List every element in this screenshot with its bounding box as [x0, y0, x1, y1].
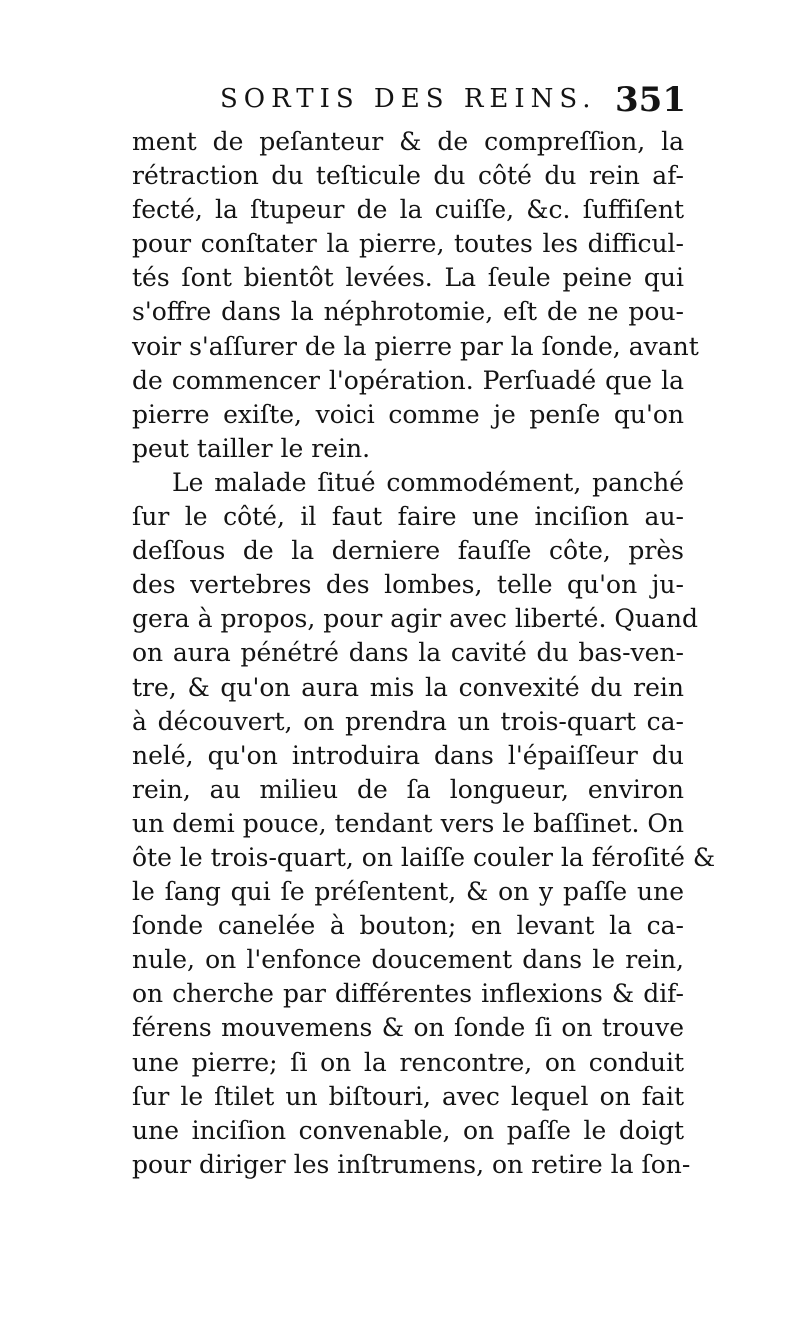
text-line: nule, on l'enfonce doucement dans le rein,: [132, 945, 684, 975]
text-line: un demi pouce, tendant vers le baſſinet. On: [132, 808, 684, 838]
text-line: ſur le côté, il faut faire une inciſion au-: [132, 502, 684, 532]
text-line: pour diriger les inſtrumens, on retire la ſon-: [132, 1149, 691, 1179]
text-line: pierre exiſte, voici comme je penſe qu'on: [132, 399, 684, 429]
text-line: pour conſtater la pierre, toutes les difficul-: [132, 229, 684, 259]
text-line: tre, & qu'on aura mis la convexité du rein: [132, 672, 684, 702]
text-line: Le malade ſitué commodément, panché: [172, 467, 684, 497]
text-line: on aura pénétré dans la cavité du bas-ven-: [132, 638, 684, 668]
text-line: on cherche par différentes inflexions & dif-: [132, 979, 684, 1009]
text-line: ôte le trois-quart, on laiſſe couler la féroſité &: [132, 842, 716, 872]
text-line: ſonde canelée à bouton; en levant la ca-: [132, 911, 684, 941]
text-line: ment de peſanteur & de compreſſion, la: [132, 127, 684, 156]
text-line: à découvert, on prendra un trois-quart ca-: [132, 706, 684, 736]
text-line: deſſous de la derniere fauſſe côte, près: [132, 536, 684, 566]
text-line: s'offre dans la néphrotomie, eſt de ne pou-: [132, 297, 684, 327]
page-number: 351: [615, 80, 686, 120]
text-line: de commencer l'opération. Perſuadé que la: [132, 365, 684, 395]
text-line: peut tailler le rein.: [132, 433, 371, 463]
text-line: rétraction du teſticule du côté du rein af-: [132, 161, 684, 191]
text-line: le ſang qui ſe préſentent, & on y paſſe une: [132, 877, 684, 907]
text-line: rein, au milieu de ſa longueur, environ: [132, 774, 684, 804]
body-text: [132, 125, 716, 1182]
text-line: ſur le ſtilet un biſtouri, avec lequel on fait: [132, 1081, 684, 1111]
running-title: SORTIS DES REINS.: [220, 84, 597, 114]
text-line: voir s'aſſurer de la pierre par la ſonde, avant: [132, 331, 699, 361]
text-line: fecté, la ſtupeur de la cuiſſe, &c. ſuffiſent: [132, 195, 684, 225]
text-line: une pierre; ſi on la rencontre, on conduit: [132, 1047, 684, 1077]
text-line: tés ſont bientôt levées. La ſeule peine qui: [132, 263, 684, 293]
text-line: des vertebres des lombes, telle qu'on ju-: [132, 570, 684, 600]
text-line: gera à propos, pour agir avec liberté. Quand: [132, 604, 698, 634]
text-line: nelé, qu'on introduira dans l'épaiſſeur du: [132, 740, 684, 770]
text-line: une inciſion convenable, on paſſe le doigt: [132, 1115, 684, 1145]
page-header: [130, 80, 686, 128]
text-line: férens mouvemens & on ſonde ſi on trouve: [132, 1013, 684, 1043]
